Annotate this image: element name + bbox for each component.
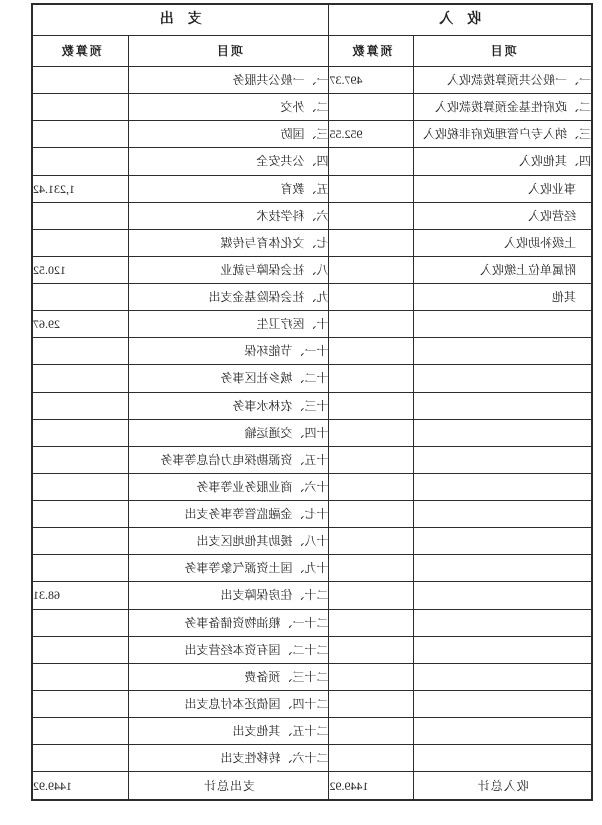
income-item-cell: [414, 501, 592, 528]
income-item-cell: 其他: [414, 284, 592, 311]
income-item-cell: 三、纳入专户管理政府非税收入: [414, 121, 592, 148]
income-amount-cell: [329, 229, 414, 256]
expense-item-cell: 九、社会保险基金支出: [129, 284, 329, 311]
income-amount-cell: [329, 609, 414, 636]
income-amount-cell: [329, 555, 414, 582]
table-row: [32, 284, 592, 311]
income-amount-cell: [329, 284, 414, 311]
expense-amount-cell: [32, 718, 129, 745]
income-item-cell: [414, 609, 592, 636]
table-row: [32, 121, 592, 148]
income-amount-cell: [329, 745, 414, 772]
expense-amount-cell: [32, 690, 129, 717]
expense-item-cell: 二十六、转移性支出: [129, 745, 329, 772]
income-amount-cell: [329, 419, 414, 446]
income-item-cell: [414, 718, 592, 745]
expense-total-amount: 1449.92: [32, 772, 129, 800]
income-item-cell: [414, 419, 592, 446]
expense-amount-cell: [32, 284, 129, 311]
income-amount-cell: [329, 175, 414, 202]
expense-amount-cell: [32, 148, 129, 175]
income-amount-cell: [329, 690, 414, 717]
expense-amount-cell: [32, 94, 129, 121]
expense-item-cell: 二十四、国债还本付息支出: [129, 690, 329, 717]
expense-item-cell: 六、科学技术: [129, 202, 329, 229]
income-amount-cell: [329, 392, 414, 419]
income-amount-cell: [329, 202, 414, 229]
expense-amount-cell: [32, 663, 129, 690]
expense-amount-cell: [32, 636, 129, 663]
expense-amount-cell: [32, 419, 129, 446]
expense-item-cell: 十七、金融监管等事务支出: [129, 501, 329, 528]
expense-item-cell: 三、国防: [129, 121, 329, 148]
table-row: [32, 311, 592, 338]
expense-amount-cell: [32, 121, 129, 148]
income-total-label: 收入总计: [414, 772, 592, 800]
totals-row: [32, 772, 592, 800]
income-amount-cell: [329, 473, 414, 500]
income-item-cell: [414, 528, 592, 555]
expense-item-cell: 十六、商业服务业等事务: [129, 473, 329, 500]
table-row: [32, 582, 592, 609]
income-item-cell: 附属单位上缴收入: [414, 256, 592, 283]
expense-item-cell: 二十二、国有资本经营支出: [129, 636, 329, 663]
table-row: [32, 745, 592, 772]
income-item-cell: 上级补助收入: [414, 229, 592, 256]
income-item-cell: [414, 663, 592, 690]
expense-item-cell: 十一、节能环保: [129, 338, 329, 365]
income-amount-cell: [329, 636, 414, 663]
expense-item-cell: 十五、资源勘探电力信息等事务: [129, 446, 329, 473]
expense-amount-cell: 29.67: [32, 311, 129, 338]
expense-item-cell: 二十、住房保障支出: [129, 582, 329, 609]
income-item-cell: [414, 473, 592, 500]
expense-amount-cell: [32, 555, 129, 582]
table-row: [32, 94, 592, 121]
table-row: [32, 609, 592, 636]
income-amount-cell: 952.55: [329, 121, 414, 148]
income-amount-cell: [329, 311, 414, 338]
income-item-cell: [414, 555, 592, 582]
table-row: [32, 365, 592, 392]
expense-item-cell: 二十五、其他支出: [129, 718, 329, 745]
expense-item-cell: 一、一般公共服务: [129, 67, 329, 94]
expense-amount-cell: [32, 338, 129, 365]
income-item-cell: [414, 690, 592, 717]
expense-amount-cell: [32, 501, 129, 528]
column-header-row: [32, 36, 592, 67]
table-row: [32, 528, 592, 555]
income-item-cell: 四、其他收入: [414, 148, 592, 175]
expense-item-header: 项目: [129, 36, 329, 67]
expense-item-cell: 二、外交: [129, 94, 329, 121]
income-item-cell: [414, 338, 592, 365]
income-amount-cell: [329, 663, 414, 690]
income-item-cell: [414, 745, 592, 772]
table-row: [32, 690, 592, 717]
income-amount-cell: 497.37: [329, 67, 414, 94]
table-row: [32, 202, 592, 229]
table-row: [32, 67, 592, 94]
expense-item-cell: 七、文化体育与传媒: [129, 229, 329, 256]
table-row: [32, 419, 592, 446]
income-amount-cell: [329, 718, 414, 745]
expense-amount-cell: [32, 446, 129, 473]
income-amount-header: 预算数: [329, 36, 414, 67]
income-item-header: 项目: [414, 36, 592, 67]
table-row: [32, 256, 592, 283]
expense-item-cell: 十、医疗卫生: [129, 311, 329, 338]
table-row: [32, 636, 592, 663]
expense-item-cell: 五、教育: [129, 175, 329, 202]
table-row: [32, 663, 592, 690]
table-row: [32, 473, 592, 500]
expense-total-label: 支出总计: [129, 772, 329, 800]
table-row: [32, 555, 592, 582]
income-amount-cell: [329, 365, 414, 392]
income-amount-cell: [329, 338, 414, 365]
income-amount-cell: [329, 446, 414, 473]
income-amount-cell: [329, 501, 414, 528]
income-item-cell: 一、一般公共预算拨款收入: [414, 67, 592, 94]
expense-item-cell: 十三、农林水事务: [129, 392, 329, 419]
expense-amount-cell: [32, 745, 129, 772]
income-item-cell: [414, 636, 592, 663]
table-row: [32, 718, 592, 745]
table-row: [32, 175, 592, 202]
expense-amount-cell: [32, 609, 129, 636]
expense-amount-header: 预算数: [32, 36, 129, 67]
income-amount-cell: [329, 148, 414, 175]
income-item-cell: [414, 311, 592, 338]
expense-amount-cell: 1,231.42: [32, 175, 129, 202]
expense-amount-cell: [32, 202, 129, 229]
table-row: [32, 501, 592, 528]
expense-item-cell: 十四、交通运输: [129, 419, 329, 446]
expense-amount-cell: [32, 473, 129, 500]
table-row: [32, 338, 592, 365]
expense-amount-cell: [32, 392, 129, 419]
expense-section-title: 支出: [32, 4, 329, 36]
income-item-cell: [414, 582, 592, 609]
expense-item-cell: 二十三、预备费: [129, 663, 329, 690]
budget-table: [31, 3, 593, 801]
income-item-cell: [414, 392, 592, 419]
income-total-amount: 1449.92: [329, 772, 414, 800]
expense-amount-cell: [32, 67, 129, 94]
expense-amount-cell: [32, 365, 129, 392]
expense-amount-cell: [32, 528, 129, 555]
income-item-cell: [414, 365, 592, 392]
expense-amount-cell: 120.52: [32, 256, 129, 283]
expense-item-cell: 八、社会保障与就业: [129, 256, 329, 283]
expense-item-cell: 十八、援助其他地区支出: [129, 528, 329, 555]
expense-item-cell: 四、公共安全: [129, 148, 329, 175]
expense-amount-cell: [32, 229, 129, 256]
table-row: [32, 392, 592, 419]
table-row: [32, 229, 592, 256]
table-row: [32, 446, 592, 473]
income-amount-cell: [329, 94, 414, 121]
income-amount-cell: [329, 528, 414, 555]
expense-item-cell: 二十一、粮油物资储备事务: [129, 609, 329, 636]
income-item-cell: 经营收入: [414, 202, 592, 229]
section-title-row: [32, 4, 592, 36]
expense-item-cell: 十九、国土资源气象等事务: [129, 555, 329, 582]
income-item-cell: 二、政府性基金预算拨款收入: [414, 94, 592, 121]
expense-amount-cell: 68.31: [32, 582, 129, 609]
expense-item-cell: 十二、城乡社区事务: [129, 365, 329, 392]
income-amount-cell: [329, 582, 414, 609]
income-item-cell: 事业收入: [414, 175, 592, 202]
income-item-cell: [414, 446, 592, 473]
table-row: [32, 148, 592, 175]
income-section-title: 收入: [329, 4, 592, 36]
income-amount-cell: [329, 256, 414, 283]
